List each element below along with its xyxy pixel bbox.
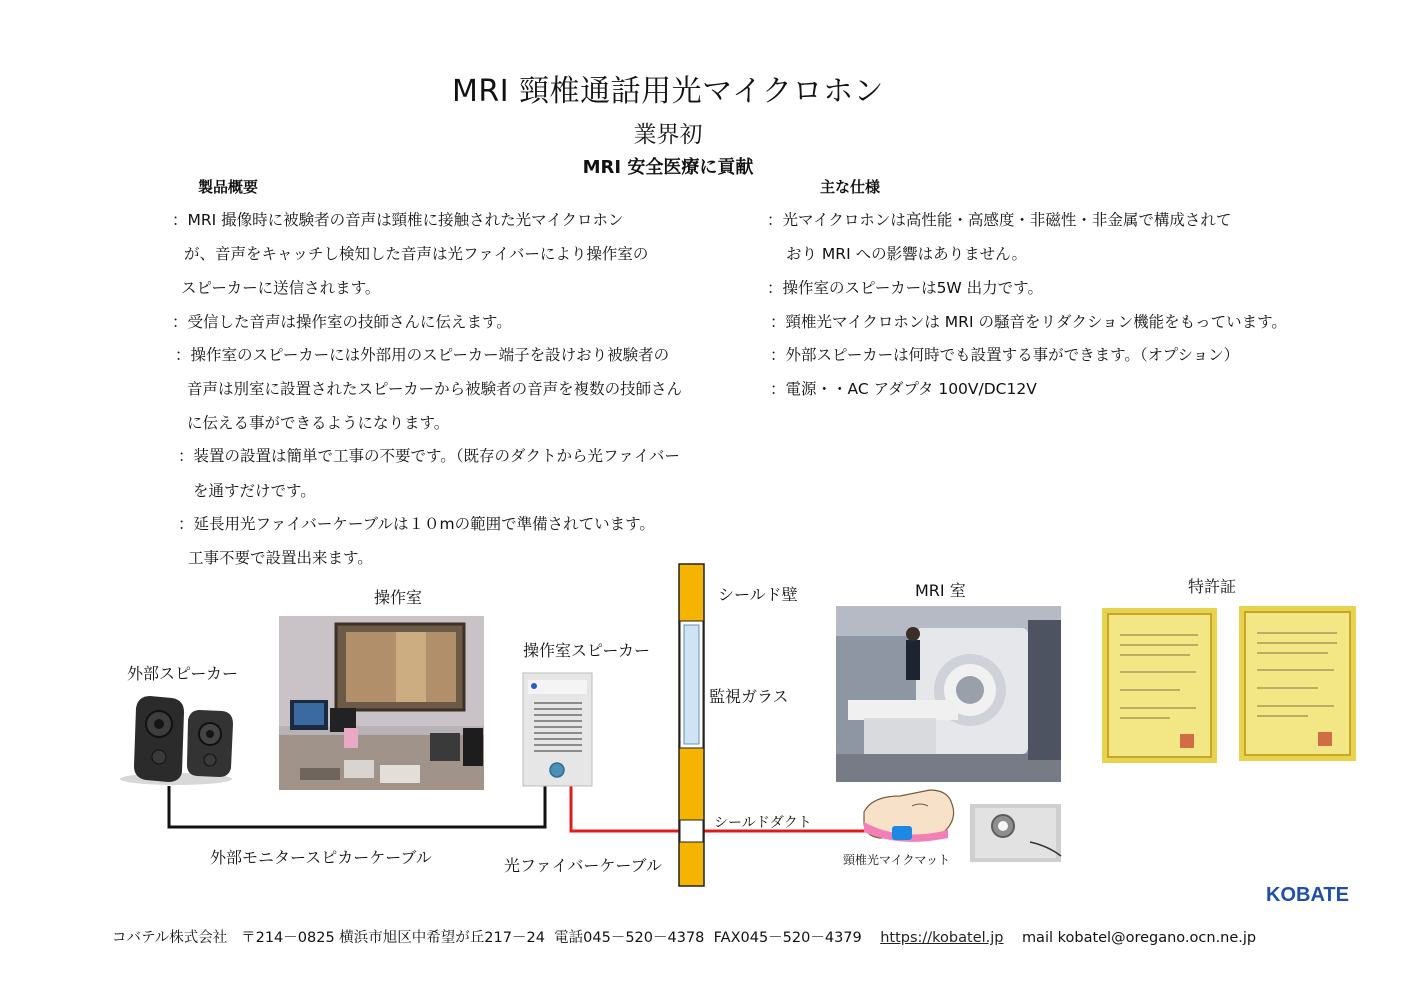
overview-line: ：MRI 撮像時に被験者の音声は頸椎に接触された光マイクロホン [172,211,624,229]
overview-heading: 製品概要 [198,178,259,196]
fiber-optic-cable [571,783,896,831]
footer-mail: mail kobatel@oregano.ocn.ne.jp [1021,930,1257,946]
external-speaker-label: 外部スピーカー [127,664,239,683]
overview-line: 音声は別室に設置されたスピーカーから被験者の音声を複数の技師さん [187,380,683,398]
observation-glass-label: 監視ガラス [709,687,789,706]
external-speakers-image [117,688,247,786]
overview-line: スピーカーに送信されます。 [181,279,381,297]
footer-company: コバテル株式会社 [112,930,228,946]
spec-line: ：頸椎光マイクロホンは MRI の騒音をリダクション機能をもっています。 [770,313,1287,331]
shield-duct-label: シールドダクト [714,815,812,831]
overview-line: ：受信した音声は操作室の技師さんに伝えます。 [172,313,512,331]
brand-logo: KOBATE [1266,884,1349,906]
footer-url-link[interactable]: https://kobatel.jp [880,930,1004,946]
tagline: MRI 安全医療に貢献 [582,157,754,178]
overview-line: が、音声をキャッチし検知した音声は光ファイバーにより操作室の [184,245,649,263]
overview-line: ：延長用光ファイバーケーブルは１０mの範囲で準備されています。 [178,515,655,533]
footer-postal: 〒214－0825 [241,930,335,946]
fiber-cable-label: 光ファイバーケーブル [504,856,662,875]
external-cable-label: 外部モニタースピカーケーブル [210,848,432,867]
footer-address: 横浜市旭区中希望が丘217－24 [339,930,545,946]
mic-mat-image [970,804,1061,862]
shield-wall-label: シールド壁 [718,585,798,604]
operating-room-label: 操作室 [374,588,423,607]
overview-line: に伝える事ができるようになります。 [187,414,450,432]
spec-line: ：電源・・AC アダプタ 100V/DC12V [770,380,1037,398]
operating-room-image [279,616,484,790]
overview-line: を通すだけです。 [193,482,316,500]
neck-mic-illustration [864,790,954,842]
patent-certificate-images [1102,606,1356,763]
page-subtitle: 業界初 [633,122,703,148]
specs-heading: 主な仕様 [820,178,881,196]
footer-fax: FAX045－520－4379 [713,930,862,946]
mri-room-image [836,606,1061,782]
overview-line: 工事不要で設置出来ます。 [188,549,373,567]
operating-room-speaker-image [523,673,592,786]
neck-mic-mat-label: 頸椎光マイクマット [843,853,951,867]
spec-line: ：光マイクロホンは高性能・高感度・非磁性・非金属で構成されて [767,211,1232,229]
spec-line: ：操作室のスピーカーは5W 出力です。 [767,279,1043,297]
patent-label: 特許証 [1188,577,1237,596]
spec-line: ：外部スピーカーは何時でも設置する事ができます。（オプション） [770,346,1240,364]
footer-tel: 電話045－520－4378 [554,930,705,946]
overview-line: ：装置の設置は簡単で工事の不要です。（既存のダクトから光ファイバー [178,447,680,465]
overview-line: ：操作室のスピーカーには外部用のスピーカー端子を設けおり被験者の [175,346,670,364]
shield-wall [679,564,704,886]
footer [112,926,1256,947]
operating-room-speaker-label: 操作室スピーカー [523,641,651,660]
mri-room-label: MRI 室 [915,581,966,600]
page-title: MRI 頸椎通話用光マイクロホン [452,74,884,109]
spec-line: おり MRI への影響はありません。 [786,245,1027,263]
